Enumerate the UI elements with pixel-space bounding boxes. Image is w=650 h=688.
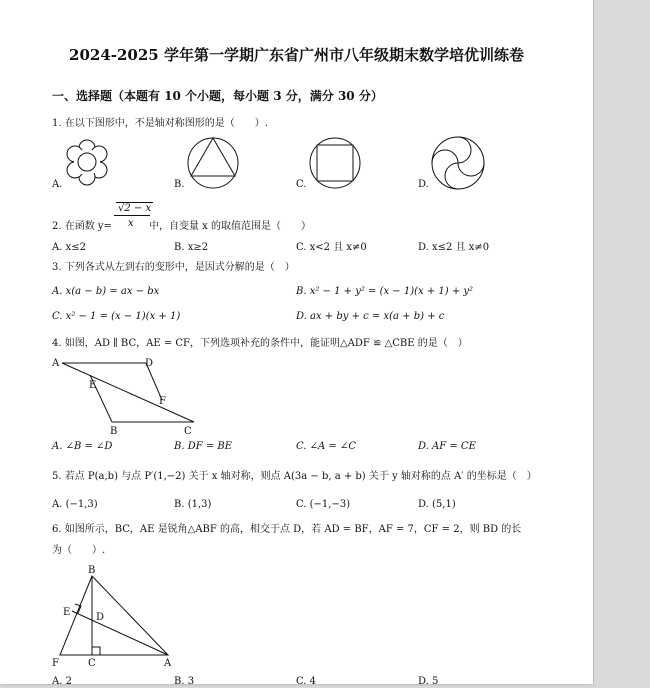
q3-option-b: B. x² − 1 + y² = (x − 1)(x + 1) + y² — [296, 286, 474, 297]
point-f-label-q6: F — [52, 658, 59, 669]
q2-option-b: B. x≥2 — [174, 242, 209, 253]
q4-option-a: A. ∠B = ∠D — [52, 441, 113, 452]
q6-stem-continued: 为（ ）. — [52, 545, 106, 556]
point-d-label: D — [145, 358, 154, 369]
q1-option-c: C. — [296, 179, 307, 190]
point-d-label-q6: D — [96, 612, 105, 623]
circle-triangle-figure — [186, 137, 240, 189]
q4-option-d: D. AF = CE — [418, 441, 476, 452]
circle-square-figure — [308, 137, 362, 189]
q5-stem: 5. 若点 P(a,b) 与点 P′(1,−2) 关于 x 轴对称，则点 A(3a − b, a + b) 关于 y 轴对称的点 A′ 的坐标是（ ） — [52, 471, 537, 482]
q4-stem: 4. 如图，AD ∥ BC，AE = CF，下列选项补充的条件中，能证明△ADF ≌ △CBE 的是（ ） — [52, 338, 468, 349]
q4-option-c: C. ∠A = ∠C — [296, 441, 357, 452]
q3-option-c: C. x² − 1 = (x − 1)(x + 1) — [52, 311, 181, 322]
q5-option-c: C. (−1,−3) — [296, 499, 351, 510]
q5-option-b: B. (1,3) — [174, 499, 212, 510]
q4-option-b: B. DF = BE — [174, 441, 233, 452]
q1-option-b: B. — [174, 179, 185, 190]
point-c-label-q6: C — [88, 658, 96, 669]
fraction-bar — [114, 215, 150, 216]
q1-option-d: D. — [418, 179, 429, 190]
q6-stem: 6. 如图所示，BC，AE 是锐角△ABF 的高，相交于点 D，若 AD = BF，AF = 7，CF = 2，则 BD 的长 — [52, 524, 522, 535]
q3-option-a: A. x(a − b) = ax − bx — [52, 286, 160, 297]
q6-option-c: C. 4 — [296, 676, 317, 687]
q6-triangle-figure — [50, 562, 180, 672]
q2-option-c: C. x<2 且 x≠0 — [296, 242, 367, 253]
q5-option-d: D. (5,1) — [418, 499, 456, 510]
point-e-label-q6: E — [63, 607, 71, 618]
swirl-circle-figure — [430, 135, 486, 191]
q1-option-a: A. — [52, 179, 63, 190]
point-b-label: B — [110, 426, 118, 437]
point-b-label-q6: B — [88, 565, 96, 576]
q3-option-d: D. ax + by + c = x(a + b) + c — [296, 311, 445, 322]
point-c-label: C — [184, 426, 192, 437]
flower-figure — [62, 137, 112, 189]
q2-radical: √2 − x — [118, 203, 152, 214]
section-heading: 一、选择题（本题有 10 个小题，每小题 3 分，满分 30 分） — [52, 89, 383, 103]
q6-option-a: A. 2 — [52, 676, 72, 687]
q3-stem: 3. 下列各式从左到右的变形中，是因式分解的是（ ） — [52, 262, 295, 273]
q2-stem-b: 中，自变量 x 的取值范围是（ ） — [149, 221, 311, 232]
point-f-label: F — [159, 396, 166, 407]
point-a-label: A — [52, 358, 60, 369]
q6-option-d: D. 5 — [418, 676, 439, 687]
q1-stem: 1. 在以下图形中，不是轴对称图形的是（ ）. — [52, 118, 268, 129]
q2-option-a: A. x≤2 — [52, 242, 86, 253]
q2-stem-a: 2. 在函数 y= — [52, 221, 112, 232]
q2-denominator: x — [128, 218, 134, 229]
point-a-label-q6: A — [164, 658, 172, 669]
q5-option-a: A. (−1,3) — [52, 499, 98, 510]
point-e-label: E — [89, 380, 97, 391]
q2-option-d: D. x≤2 且 x≠0 — [418, 242, 490, 253]
viewer-background — [594, 0, 650, 684]
q6-option-b: B. 3 — [174, 676, 195, 687]
page-title: 2024-2025 学年第一学期广东省广州市八年级期末数学培优训练卷 — [69, 46, 524, 64]
q4-parallelogram-figure — [50, 354, 192, 437]
